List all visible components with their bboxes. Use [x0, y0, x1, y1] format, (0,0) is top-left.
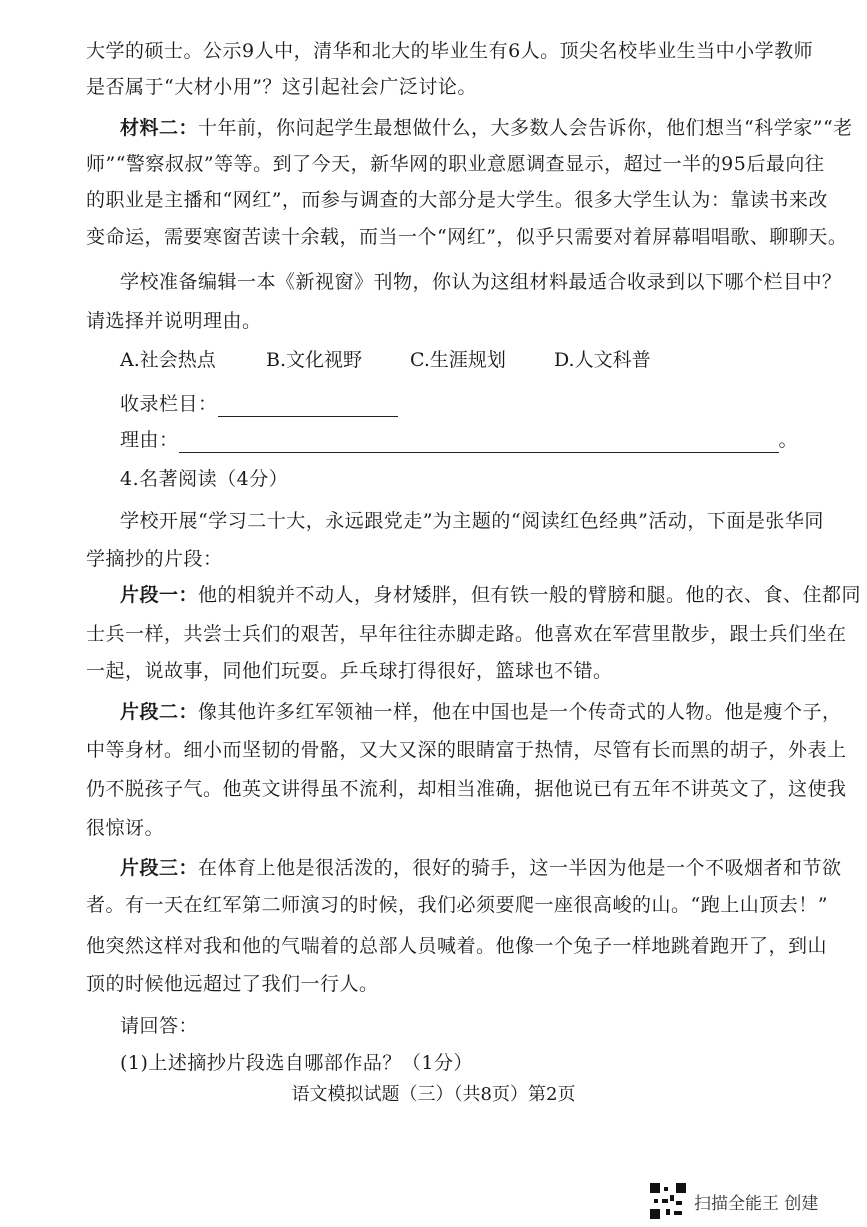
fragment-three-line — [120, 855, 842, 881]
column-label: 收录栏目： — [120, 393, 218, 415]
reason-answer-line — [120, 427, 820, 453]
text-line: 学摘抄的片段： — [86, 548, 223, 570]
option-a: A.社会热点 — [120, 349, 216, 371]
text-line: 师”“警察叔叔”等等。到了今天，新华网的职业意愿调查显示，超过一半的95后最向往 — [86, 153, 825, 175]
question-line: 请选择并说明理由。 — [86, 310, 262, 332]
text-line: 士兵一样，共尝士兵们的艰苦，早年往往赤脚走路。他喜欢在军营里散步，跟士兵们坐在 — [86, 623, 847, 645]
text-line: 顶的时候他远超过了我们一行人。 — [86, 973, 379, 995]
text-line: 他突然这样对我和他的气喘着的总部人员喊着。他像一个兔子一样地跳着跑开了，到山 — [86, 935, 828, 957]
fragment-one-line — [120, 582, 862, 608]
scanner-watermark — [650, 1183, 818, 1219]
column-answer-line — [120, 391, 820, 417]
reason-blank[interactable] — [179, 432, 779, 453]
text-line: 的职业是主播和“网红”，而参与调查的大部分是大学生。很多大学生认为：靠读书来改 — [86, 189, 828, 211]
fragment-two-label: 片段二： — [120, 701, 199, 723]
reason-label: 理由： — [120, 429, 179, 451]
text-span: 他的相貌并不动人，身材矮胖，但有铁一般的臂膀和腿。他的衣、食、住都同 — [198, 584, 862, 606]
answer-prompt: 请回答： — [120, 1015, 199, 1037]
text-span: 十年前，你问起学生最想做什么，大多数人会告诉你，他们想当“科学家”“老 — [198, 117, 853, 139]
fragment-two-line — [120, 699, 842, 725]
text-line: 变命运，需要寒窗苦读十余载，而当一个“网红”，似乎只需要对着屏幕唱唱歌、聊聊天。 — [86, 226, 848, 248]
qr-code-icon — [650, 1183, 686, 1219]
reason-end: 。 — [778, 429, 799, 451]
option-b: B.文化视野 — [266, 349, 363, 371]
text-line: 仍不脱孩子气。他英文讲得虽不流利，却相当准确，据他说已有五年不讲英文了，这使我 — [86, 778, 847, 800]
text-span: 在体育上他是很活泼的，很好的骑手，这一半因为他是一个不吸烟者和节欲 — [198, 857, 842, 879]
text-line: 者。有一天在红军第二师演习的时候，我们必须要爬一座很高峻的山。“跑上山顶去！” — [86, 894, 828, 916]
material-two-label: 材料二： — [120, 117, 199, 139]
text-line: 一起，说故事，同他们玩耍。乒乓球打得很好，篮球也不错。 — [86, 660, 613, 682]
column-blank[interactable] — [218, 396, 398, 417]
watermark-text: 扫描全能王 创建 — [694, 1193, 819, 1214]
text-line: 学校开展“学习二十大，永远跟党走”为主题的“阅读红色经典”活动，下面是张华同 — [120, 510, 824, 532]
question-four-title: 4.名著阅读（4分） — [120, 468, 289, 490]
text-line: 很惊讶。 — [86, 817, 165, 839]
question-four-one: (1)上述摘抄片段选自哪部作品？（1分） — [120, 1052, 474, 1074]
fragment-three-label: 片段三： — [120, 857, 199, 879]
fragment-one-label: 片段一： — [120, 584, 199, 606]
material-two-line — [120, 115, 853, 141]
page-footer: 语文模拟试题（三）（共8页）第2页 — [291, 1084, 576, 1105]
question-line: 学校准备编辑一本《新视窗》刊物，你认为这组材料最适合收录到以下哪个栏目中？ — [120, 271, 842, 293]
text-line: 中等身材。细小而坚韧的骨骼，又大又深的眼睛富于热情，尽管有长而黑的胡子，外表上 — [86, 739, 847, 761]
option-d: D.人文科普 — [554, 349, 651, 371]
text-span: 像其他许多红军领袖一样，他在中国也是一个传奇式的人物。他是瘦个子， — [198, 701, 842, 723]
text-line: 是否属于“大材小用”？这引起社会广泛讨论。 — [86, 76, 477, 98]
text-line: 大学的硕士。公示9人中，清华和北大的毕业生有6人。顶尖名校毕业生当中小学教师 — [86, 40, 814, 62]
option-c: C.生涯规划 — [410, 349, 506, 371]
